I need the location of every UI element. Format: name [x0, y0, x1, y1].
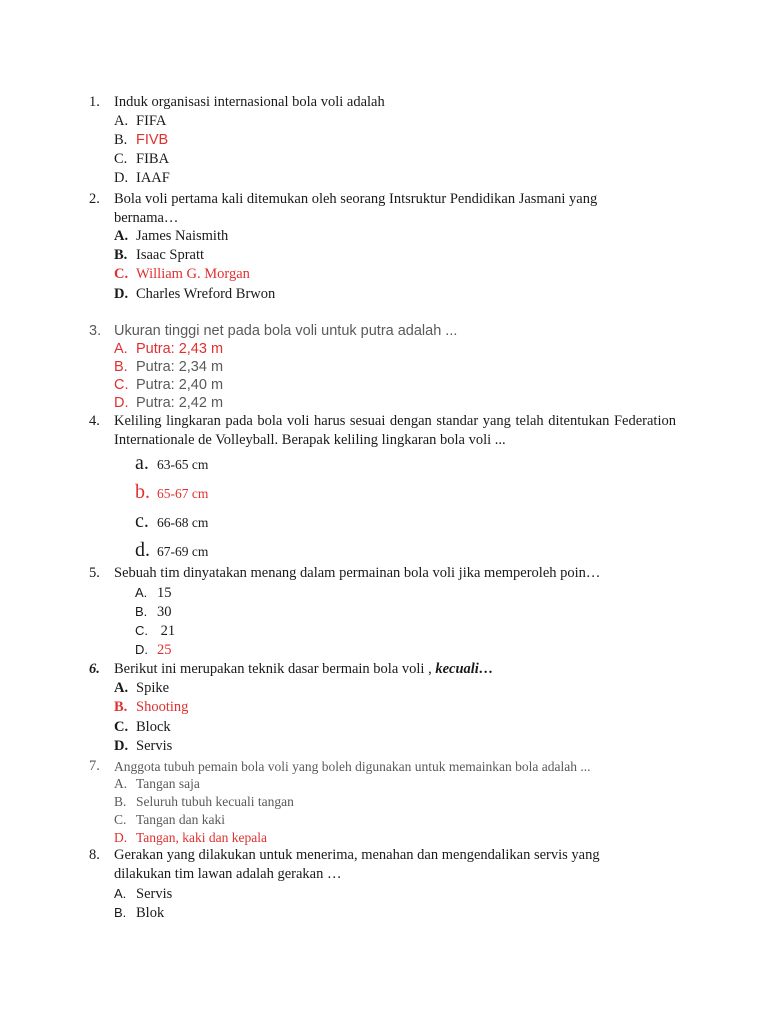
option-c: C. 21	[135, 623, 176, 639]
question-text: Sebuah tim dinyatakan menang dalam permainan bola voli jika memperoleh poin…	[114, 565, 601, 581]
option-c: C. Putra: 2,40 m	[114, 377, 224, 393]
option-c: C. Tangan dan kaki	[114, 812, 226, 827]
correct-answer: Putra: 2,43 m	[136, 341, 224, 357]
option-a: A. 15	[135, 585, 172, 601]
option-c: C. FIBA	[114, 151, 170, 167]
question-text: Induk organisasi internasional bola voli adalah	[114, 94, 385, 110]
correct-answer: FIVB	[136, 132, 169, 148]
option-c: c. 66-68 cm	[135, 510, 209, 532]
option-a: A. James Naismith	[114, 228, 229, 244]
question-text: Bola voli pertama kali ditemukan oleh seorang Intsruktur Pendidikan Jasmani yang bernama…	[114, 191, 598, 226]
option-b: B. Shooting	[114, 699, 189, 715]
option-d: D. Charles Wreford Brwon	[114, 286, 276, 302]
option-b: b. 65-67 cm	[135, 481, 209, 503]
question-number: 2.	[89, 191, 100, 207]
option-b: B. 30	[135, 604, 172, 620]
correct-answer: 25	[157, 642, 172, 658]
correct-answer: Tangan, kaki dan kepala	[136, 830, 267, 845]
option-d: D. Tangan, kaki dan kepala	[114, 830, 267, 845]
question-text: Berikut ini merupakan teknik dasar bermain bola voli , kecuali…	[114, 661, 494, 677]
option-a: a. 63-65 cm	[135, 452, 209, 474]
question-emphasis: kecuali…	[435, 661, 494, 677]
option-a: A. Putra: 2,43 m	[114, 341, 224, 357]
option-a: A. Spike	[114, 680, 170, 696]
option-d: D. 25	[135, 642, 172, 658]
correct-answer: William G. Morgan	[136, 266, 250, 282]
question-number: 8.	[89, 847, 100, 863]
question-text: Keliling lingkaran pada bola voli harus sesuai dengan standar yang telah ditentukan Federation Internationale de Volleyball. Berapak keliling lingkaran bola voli ...	[114, 413, 676, 448]
option-d: D. IAAF	[114, 170, 170, 186]
option-a: A. FIFA	[114, 113, 167, 129]
correct-answer: Shooting	[136, 699, 189, 715]
question-text: Anggota tubuh pemain bola voli yang boleh digunakan untuk memainkan bola adalah ...	[114, 759, 591, 774]
question-text: Ukuran tinggi net pada bola voli untuk putra adalah ...	[114, 323, 458, 339]
question-number: 6.	[89, 661, 100, 677]
option-c: C. William G. Morgan	[114, 266, 250, 282]
correct-answer: 65-67 cm	[157, 486, 209, 501]
option-a: A. Tangan saja	[114, 776, 200, 791]
option-a: A. Servis	[114, 886, 173, 902]
option-b: B. Putra: 2,34 m	[114, 359, 224, 375]
question-number: 1.	[89, 94, 100, 110]
option-b: B. Seluruh tubuh kecuali tangan	[114, 794, 294, 809]
question-text: Gerakan yang dilakukan untuk menerima, menahan dan mengendalikan servis yang dilakukan tim lawan adalah gerakan …	[114, 847, 600, 882]
question-number: 3.	[89, 323, 102, 339]
question-number: 4.	[89, 413, 100, 429]
option-d: D. Putra: 2,42 m	[114, 395, 224, 411]
question-number: 7.	[89, 758, 100, 774]
option-b: B. Isaac Spratt	[114, 247, 205, 263]
option-d: d. 67-69 cm	[135, 539, 209, 561]
option-c: C. Block	[114, 719, 171, 735]
question-number: 5.	[89, 565, 100, 581]
option-b: B.FIVB	[114, 132, 169, 148]
option-b: B. Blok	[114, 905, 165, 921]
option-d: D. Servis	[114, 738, 173, 754]
